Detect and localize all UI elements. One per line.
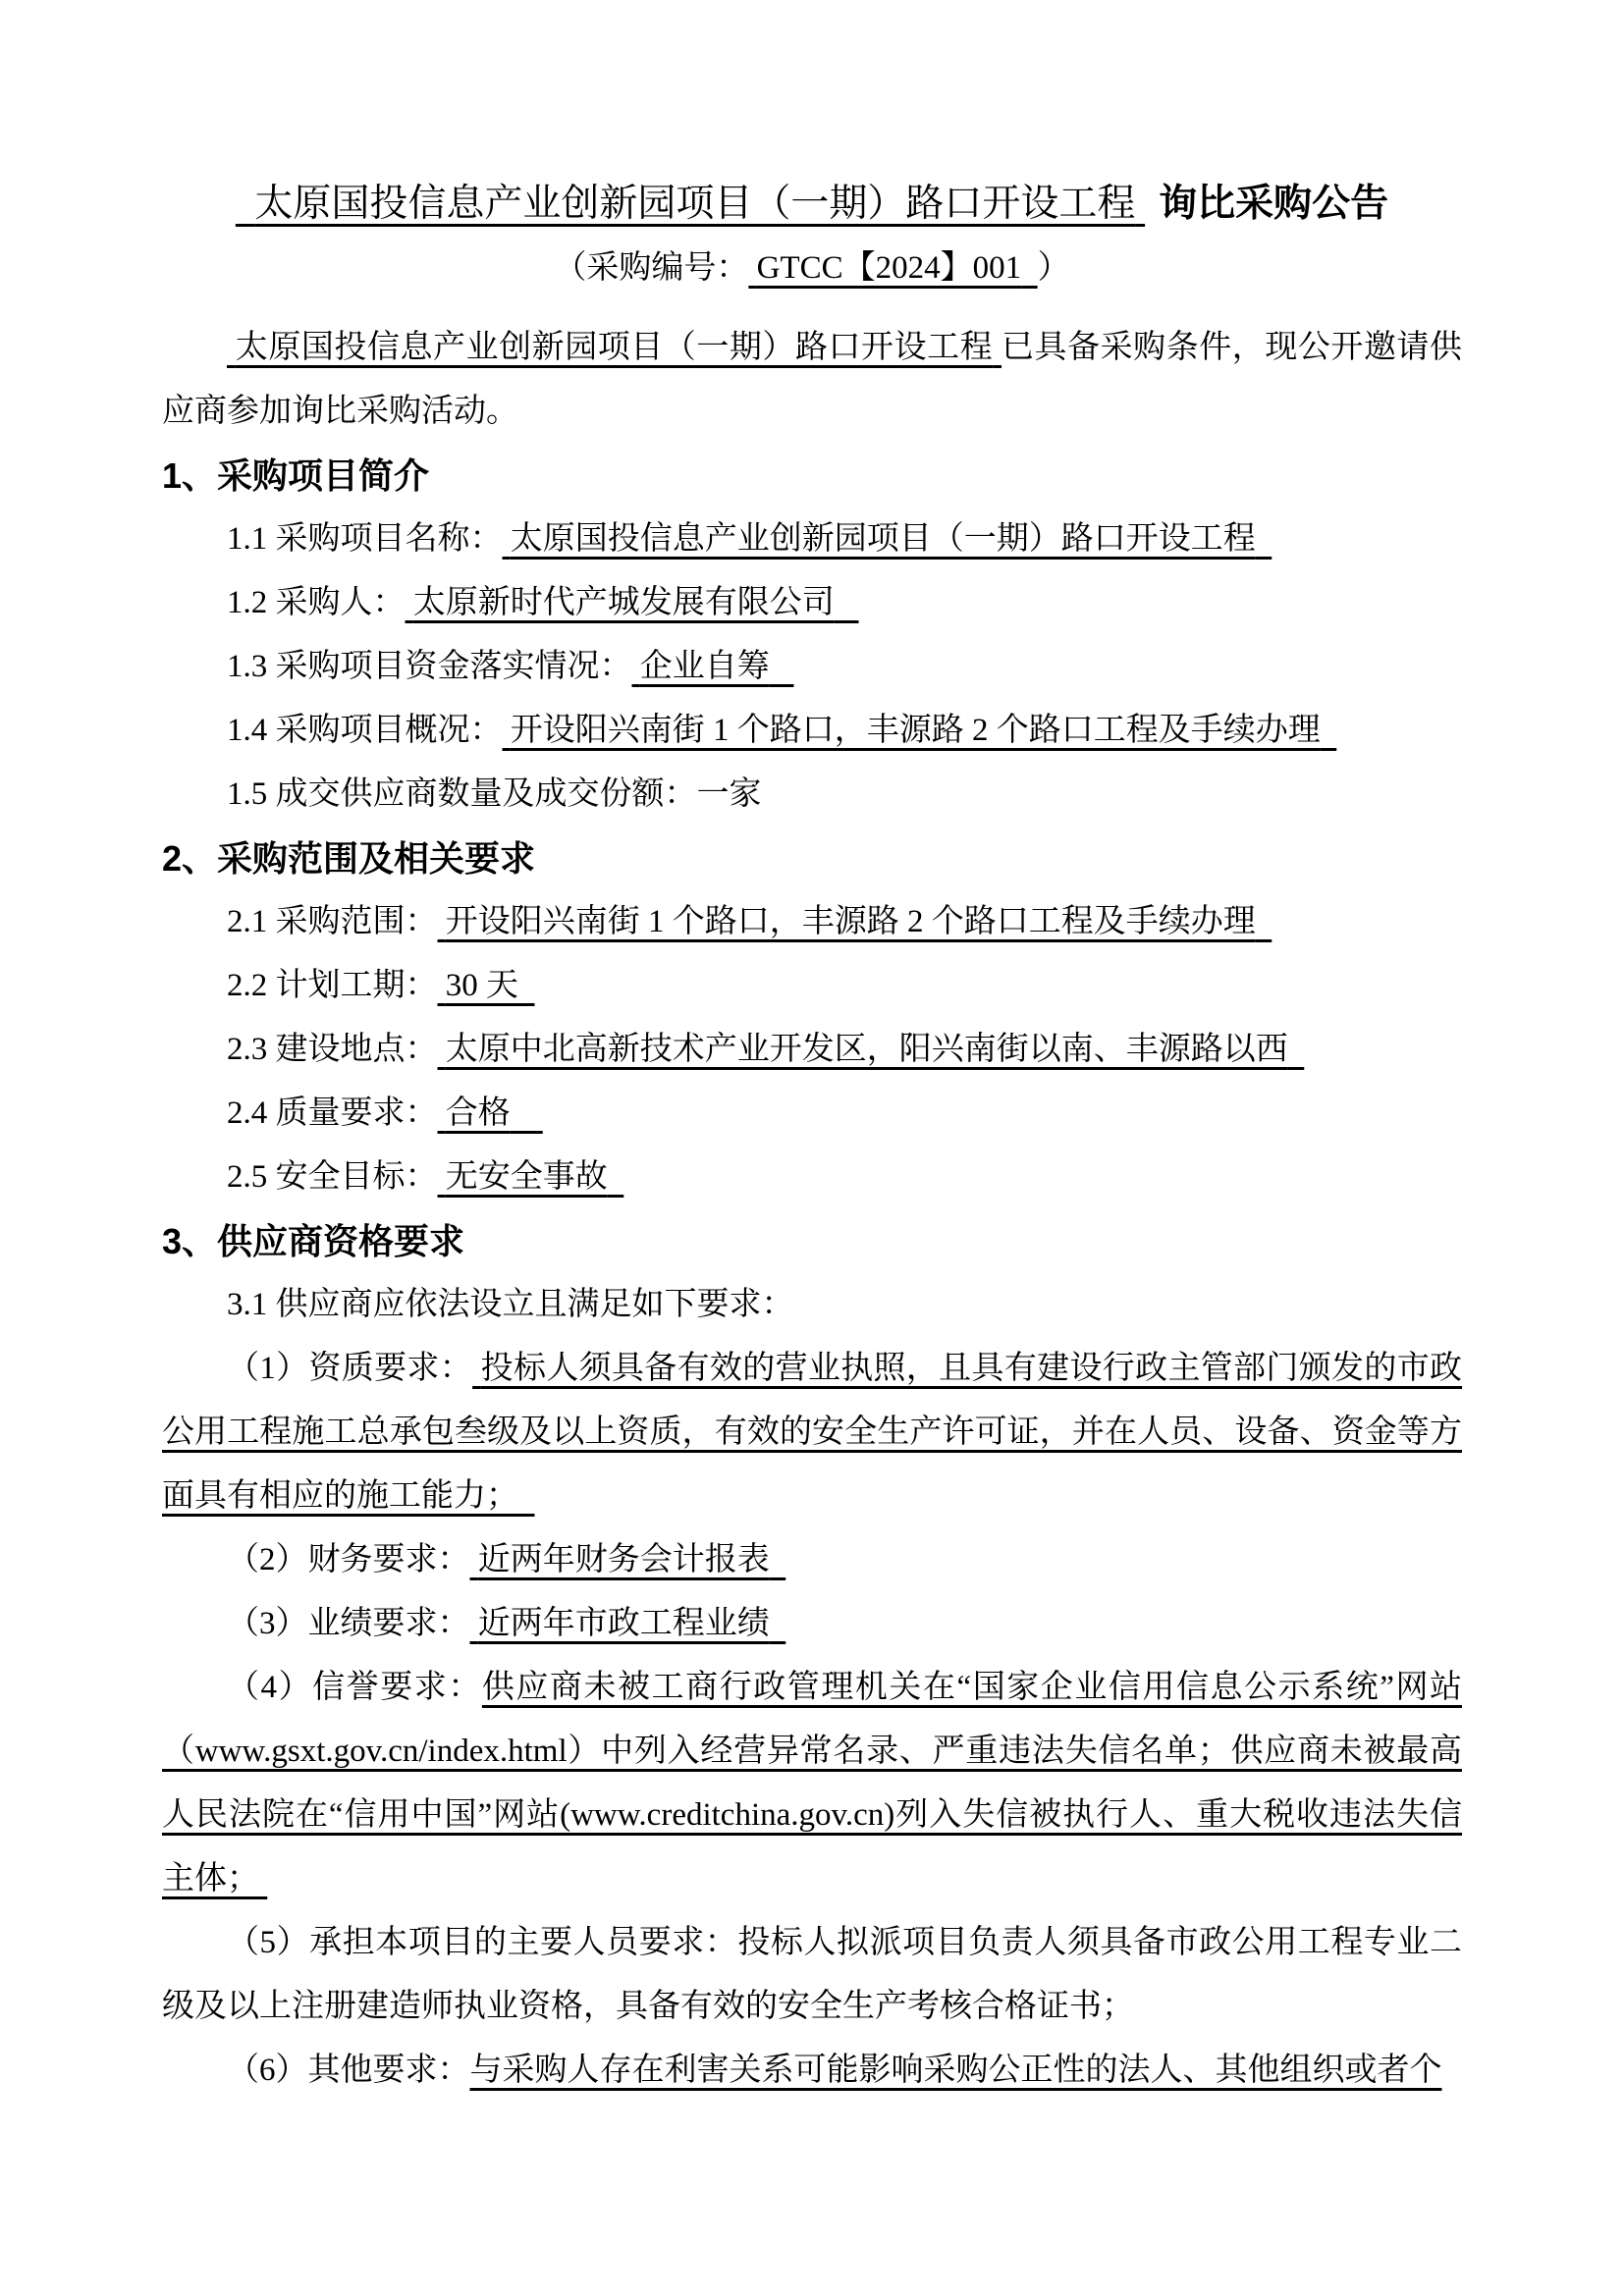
- item-3-req-1: [162, 1337, 1462, 1528]
- item-value: 投标人须具备有效的营业执照，且具有建设行政主管部门颁发的市政公用工程施工总承包叁级及以上资质，有效的安全生产许可证，并在人员、设备、资金等方面具有相应的施工能力；: [162, 1351, 1463, 1514]
- title-project-name: 太原国投信息产业创新园项目（一期）路口开设工程: [254, 183, 1136, 225]
- item-value: 与采购人存在利害关系可能影响采购公正性的法人、其他组织或者个: [469, 2053, 1442, 2088]
- item-label: 1.3 采购项目资金落实情况：: [227, 649, 632, 684]
- item-label: 3.1 供应商应依法设立且满足如下要求：: [227, 1287, 794, 1322]
- section-1-heading: 1、采购项目简介: [162, 455, 430, 496]
- item-value: 一家: [696, 776, 762, 812]
- item-value: 投标人拟派项目负责人须具备市政公用工程专业二级及以上注册建造师执业资格，具备有效的安全生产考核合格证书；: [162, 1925, 1463, 2024]
- item-label: （2）财务要求：: [227, 1542, 470, 1577]
- item-label: （6）其他要求：: [227, 2053, 470, 2088]
- item-1-1: [162, 507, 1462, 571]
- item-value: 太原中北高新技术产业开发区，阳兴南街以南、丰源路以西: [445, 1032, 1288, 1067]
- item-2-4: [162, 1082, 1462, 1146]
- item-value: 太原新时代产城发展有限公司: [412, 585, 835, 620]
- item-1-2: [162, 571, 1462, 635]
- section-3-heading: 3、供应商资格要求: [162, 1221, 465, 1261]
- item-label: 2.3 建设地点：: [227, 1032, 438, 1067]
- item-value: 近两年财务会计报表: [477, 1542, 770, 1577]
- item-3-req-5: [162, 1911, 1462, 2039]
- item-label: 2.5 安全目标：: [227, 1159, 438, 1195]
- item-label: 2.4 质量要求：: [227, 1095, 438, 1131]
- item-3-req-3: [162, 1592, 1462, 1656]
- item-label: （1）资质要求：: [227, 1351, 473, 1386]
- item-value: 无安全事故: [445, 1159, 608, 1195]
- section-2-heading: 2、采购范围及相关要求: [162, 838, 536, 879]
- doc-title: [162, 179, 1462, 229]
- item-label: （5）承担本项目的主要人员要求：: [227, 1925, 738, 1960]
- item-label: 1.5 成交供应商数量及成交份额：: [227, 776, 697, 812]
- item-2-3: [162, 1018, 1462, 1082]
- item-value: 太原国投信息产业创新园项目（一期）路口开设工程: [510, 521, 1256, 557]
- code-prefix: （采购编号：: [554, 250, 749, 286]
- title-doc-type: 询比采购公告: [1159, 183, 1389, 225]
- intro-paragraph: [162, 316, 1462, 444]
- item-2-5: [162, 1146, 1462, 1209]
- item-value: 企业自筹: [639, 649, 770, 684]
- intro-rest: 已具备采购条件，现公开邀请供应商参加询比采购活动。: [162, 330, 1463, 429]
- item-value: 开设阳兴南街 1 个路口，丰源路 2 个路口工程及手续办理: [510, 713, 1321, 748]
- item-1-3: [162, 635, 1462, 699]
- item-3-req-2: [162, 1528, 1462, 1592]
- item-label: 2.1 采购范围：: [227, 904, 438, 939]
- item-value: 近两年市政工程业绩: [477, 1606, 770, 1641]
- item-3-req-4: [162, 1656, 1462, 1911]
- item-2-2: [162, 954, 1462, 1018]
- item-label: 1.1 采购项目名称：: [227, 521, 503, 557]
- item-value: 供应商未被工商行政管理机关在“国家企业信用信息公示系统”网站（www.gsxt.gov.cn/index.html）中列入经营异常名录、严重违法失信名单；供应商未被最高人民法院在“信用中国”网站(www.creditchina.gov.cn)列入失信被执行人、重大税收违法失信主体；: [162, 1670, 1463, 1896]
- item-label: （4）信誉要求：: [227, 1670, 482, 1705]
- item-1-4: [162, 699, 1462, 763]
- item-label: （3）业绩要求：: [227, 1606, 470, 1641]
- item-2-1: [162, 890, 1462, 954]
- procurement-code-line: [162, 237, 1462, 300]
- item-value: 合格: [445, 1095, 511, 1131]
- intro-project-name: 太原国投信息产业创新园项目（一期）路口开设工程: [235, 330, 994, 365]
- code-suffix: ）: [1037, 250, 1070, 286]
- item-value: 开设阳兴南街 1 个路口，丰源路 2 个路口工程及手续办理: [445, 904, 1256, 939]
- procurement-code-value: GTCC【2024】001: [756, 250, 1022, 286]
- item-1-5: [162, 763, 1462, 827]
- item-label: 1.2 采购人：: [227, 585, 406, 620]
- item-label: 2.2 计划工期：: [227, 968, 438, 1003]
- item-label: 1.4 采购项目概况：: [227, 713, 503, 748]
- item-3-req-6: [162, 2039, 1462, 2103]
- item-3-1: [162, 1273, 1462, 1337]
- item-value: 30 天: [445, 968, 518, 1003]
